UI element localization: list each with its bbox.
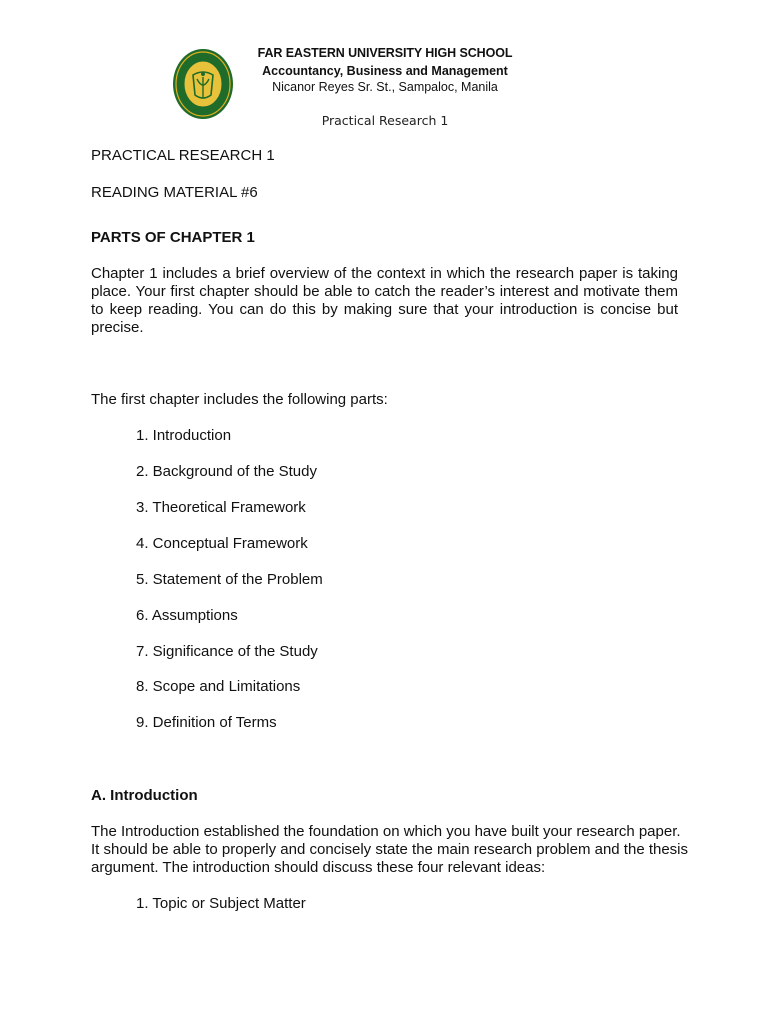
list-item: 2. Background of the Study bbox=[136, 463, 317, 480]
course-title: PRACTICAL RESEARCH 1 bbox=[91, 147, 275, 164]
chapter-heading: PARTS OF CHAPTER 1 bbox=[91, 229, 255, 246]
list-item: 4. Conceptual Framework bbox=[136, 535, 308, 552]
strand-name: Accountancy, Business and Management bbox=[262, 64, 508, 78]
list-item: 1. Introduction bbox=[136, 427, 232, 444]
reading-material-label: READING MATERIAL #6 bbox=[91, 184, 258, 201]
list-item: 5. Statement of the Problem bbox=[136, 571, 323, 588]
intro-paragraph: Chapter 1 includes a brief overview of the context in which the research paper is taking place. Your first chapter should be able to catch the reader’s interest and motivate them to keep reading. You can do this by making sure that your introduction is concise but precise. bbox=[91, 265, 678, 336]
section-a-paragraph: The Introduction established the foundation on which you have built your research paper. It should be able to properly and concisely state the main research problem and the thesis argument. The introduction should discuss these four relevant ideas: bbox=[91, 823, 689, 876]
running-title: Practical Research 1 bbox=[321, 113, 449, 128]
school-address: Nicanor Reyes Sr. St., Sampaloc, Manila bbox=[272, 80, 498, 94]
list-item: 1. Topic or Subject Matter bbox=[136, 895, 306, 912]
school-seal-icon bbox=[171, 47, 235, 121]
list-item: 6. Assumptions bbox=[136, 607, 238, 624]
school-name: FAR EASTERN UNIVERSITY HIGH SCHOOL bbox=[257, 46, 513, 60]
list-item: 9. Definition of Terms bbox=[136, 714, 277, 731]
list-item: 8. Scope and Limitations bbox=[136, 678, 301, 695]
section-a-heading: A. Introduction bbox=[91, 787, 198, 804]
list-item: 7. Significance of the Study bbox=[136, 643, 318, 660]
list-item: 3. Theoretical Framework bbox=[136, 499, 306, 516]
list-lead: The first chapter includes the following parts: bbox=[91, 391, 388, 408]
